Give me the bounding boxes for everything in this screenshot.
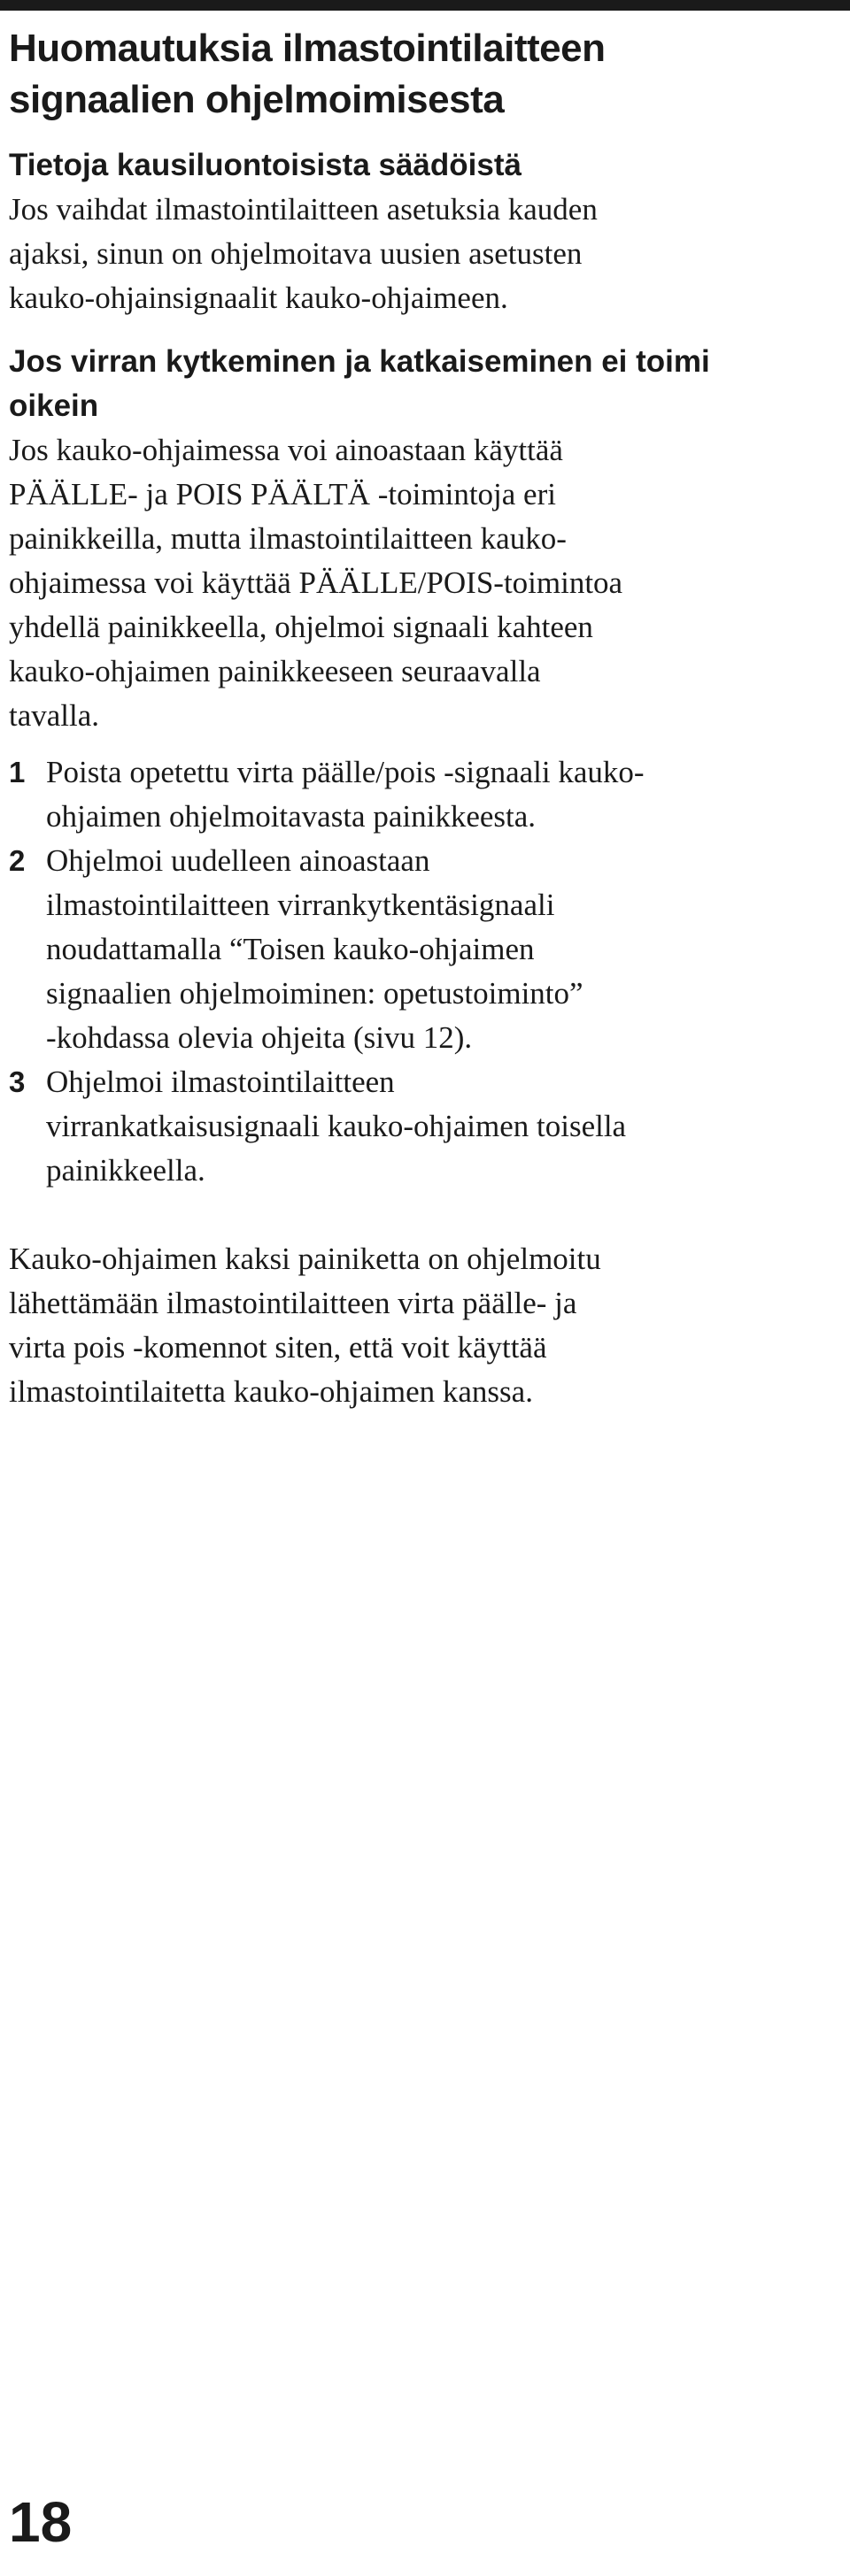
step-line: virrankatkaisusignaali kauko-ohjaimen toisella: [46, 1109, 627, 1143]
step-line: signaalien ohjelmoiminen: opetustoiminto”: [46, 976, 583, 1011]
paragraph-line: ilmastointilaitetta kauko-ohjaimen kanssa.: [9, 1374, 533, 1409]
section-paragraph: [9, 188, 832, 320]
section-spacer: [9, 320, 832, 340]
page-number: 18: [9, 2490, 73, 2554]
paragraph-line: ajaksi, sinun on ohjelmoitava uusien asetusten: [9, 236, 583, 271]
power-toggle-section: [9, 340, 832, 1414]
section-heading: [9, 340, 832, 428]
step-text: [46, 839, 832, 1060]
step-text: [46, 1060, 832, 1193]
paragraph-line: tavalla.: [9, 698, 100, 733]
paragraph-line: virta pois -komennot siten, että voit käyttää: [9, 1330, 547, 1365]
step-line: Poista opetettu virta päälle/pois -signaali kauko-: [46, 755, 645, 789]
step-line: ilmastointilaitteen virrankytkentäsignaali: [46, 888, 555, 922]
step-line: Ohjelmoi ilmastointilaitteen: [46, 1065, 395, 1099]
section-heading-line: Tietoja kausiluontoisista säädöistä: [9, 148, 522, 182]
closing-paragraph: [9, 1237, 832, 1414]
section-heading: [9, 143, 832, 188]
paragraph-line: painikkeilla, mutta ilmastointilaitteen kauko-: [9, 521, 567, 556]
steps-list: [9, 750, 832, 1193]
paragraph-line: lähettämään ilmastointilaitteen virta päälle- ja: [9, 1286, 577, 1320]
page-title: [9, 23, 832, 126]
step-line: noudattamalla “Toisen kauko-ohjaimen: [46, 932, 535, 966]
paragraph-line: kauko-ohjainsignaalit kauko-ohjaimeen.: [9, 281, 508, 315]
seasonal-adjustments-section: [9, 143, 832, 320]
list-item: [9, 750, 832, 839]
step-line: painikkeella.: [46, 1153, 205, 1188]
step-line: -kohdassa olevia ohjeita (sivu 12).: [46, 1020, 473, 1055]
top-rule: [0, 0, 850, 11]
paragraph-line: PÄÄLLE- ja POIS PÄÄLTÄ -toimintoja eri: [9, 477, 556, 511]
list-item: [9, 839, 832, 1060]
section-heading-line: oikein: [9, 388, 99, 423]
step-number: 1: [9, 756, 26, 788]
step-number: 2: [9, 844, 26, 877]
paragraph-line: ohjaimessa voi käyttää PÄÄLLE/POIS-toimintoa: [9, 565, 623, 600]
section-heading-line: Jos virran kytkeminen ja katkaiseminen ei toimi: [9, 344, 710, 379]
paragraph-line: yhdellä painikkeella, ohjelmoi signaali kahteen: [9, 610, 593, 644]
step-number: 3: [9, 1065, 26, 1098]
page-title-line: signaalien ohjelmoimisesta: [9, 78, 505, 121]
step-line: Ohjelmoi uudelleen ainoastaan: [46, 843, 430, 878]
paragraph-line: kauko-ohjaimen painikkeeseen seuraavalla: [9, 654, 541, 688]
page-title-line: Huomautuksia ilmastointilaitteen: [9, 27, 606, 70]
section-paragraph: [9, 428, 832, 738]
step-text: [46, 750, 832, 839]
step-line: ohjaimen ohjelmoitavasta painikkeesta.: [46, 799, 537, 834]
paragraph-line: Jos vaihdat ilmastointilaitteen asetuksia kauden: [9, 192, 598, 227]
paragraph-line: Jos kauko-ohjaimessa voi ainoastaan käyttää: [9, 433, 563, 467]
list-item: [9, 1060, 832, 1193]
paragraph-line: Kauko-ohjaimen kaksi painiketta on ohjelmoitu: [9, 1242, 601, 1276]
manual-page: [9, 23, 832, 1414]
